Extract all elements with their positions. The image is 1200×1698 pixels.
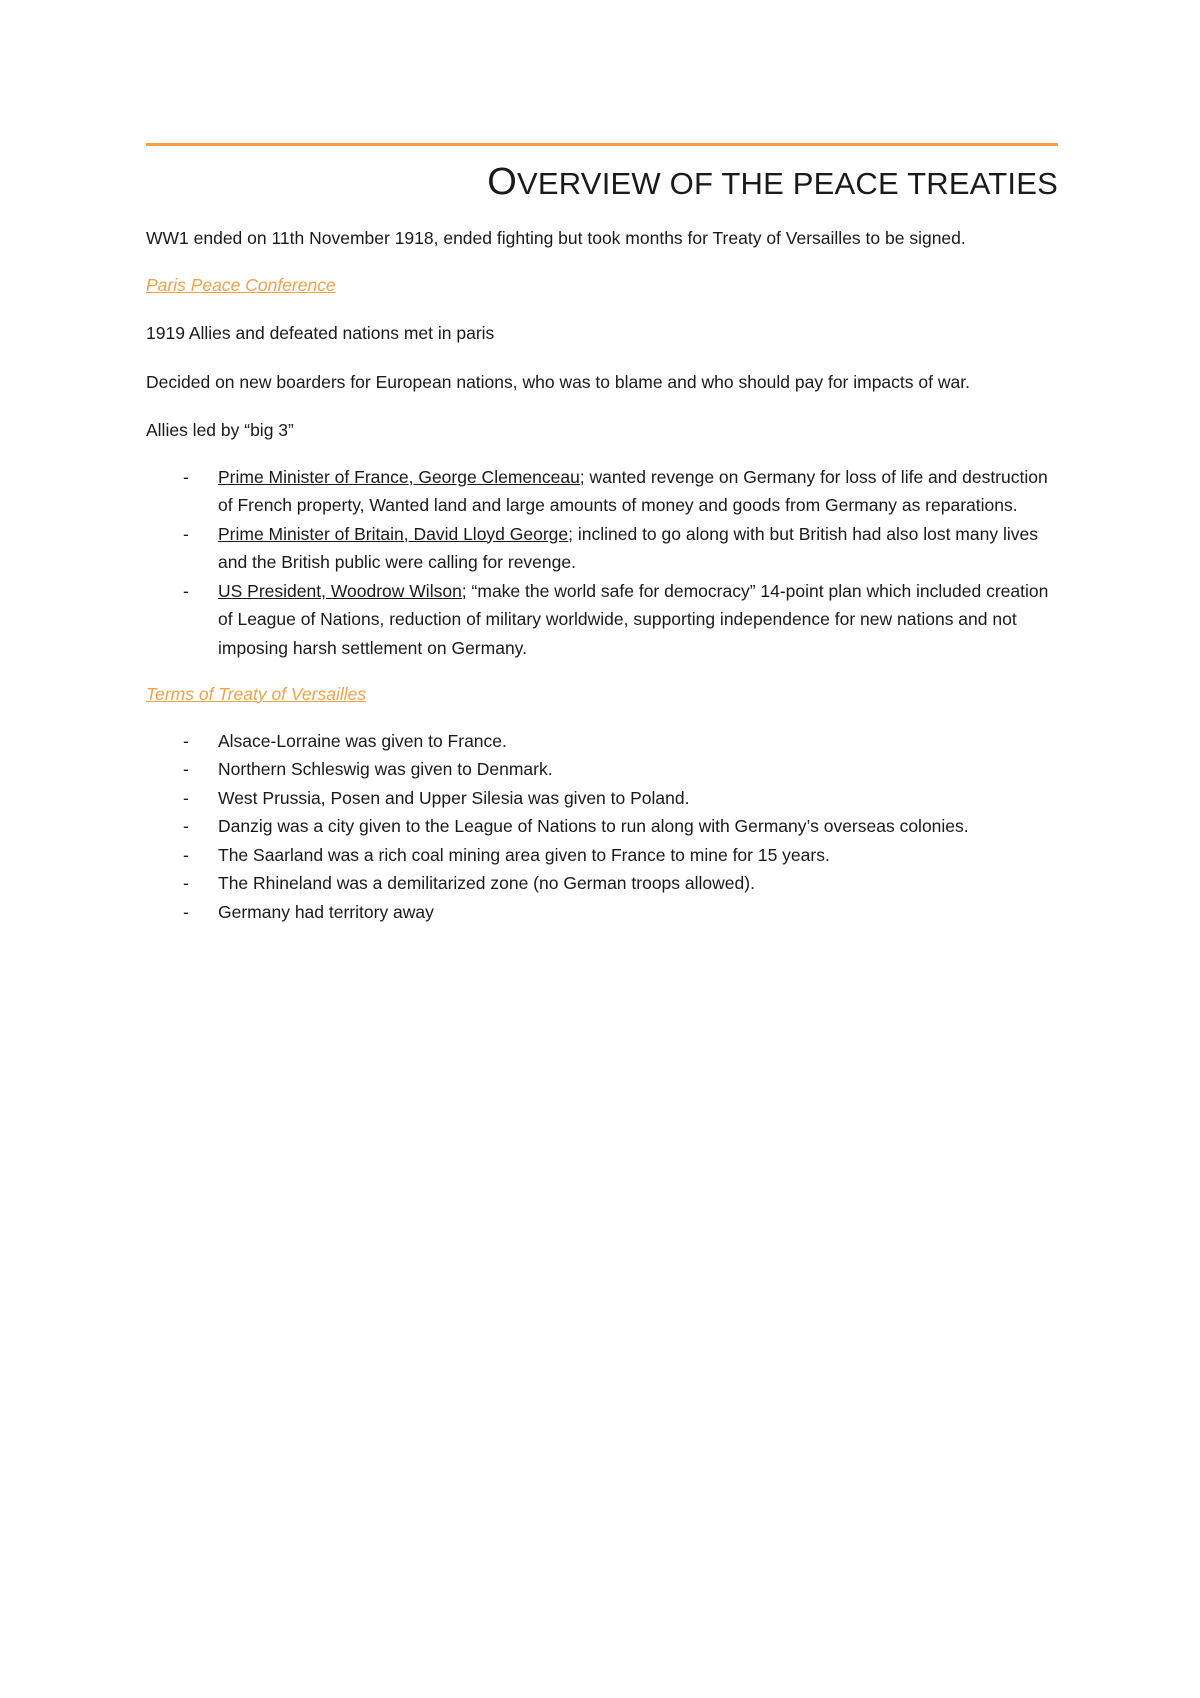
dash-bullet: - (183, 580, 189, 601)
list-item (146, 463, 1058, 520)
list-item (146, 841, 1058, 870)
term-text: Germany had territory away (218, 901, 434, 922)
term-text: Northern Schleswig was given to Denmark. (218, 759, 553, 779)
term-text: The Saarland was a rich coal mining area given to France to mine for 15 years. (218, 844, 830, 865)
leader-text: ; inclined to go along with but British had also lost many lives and the British public were calling for revenge. (218, 523, 1038, 572)
list-item (146, 727, 1058, 756)
dash-bullet: - (183, 730, 189, 751)
dash-bullet: - (183, 759, 189, 779)
leader-name: Prime Minister of Britain, David Lloyd George (218, 523, 569, 544)
term-text: Alsace-Lorraine was given to France. (218, 730, 507, 751)
page-title (146, 162, 1058, 204)
title-first-letter: O (487, 161, 518, 203)
term-text: West Prussia, Posen and Upper Silesia was given to Poland. (218, 787, 690, 808)
list-item (146, 520, 1058, 577)
term-text: The Rhineland was a demilitarized zone (no German troops allowed). (218, 873, 755, 893)
leader-text: wanted revenge on Germany for loss of life and destruction of French property, Wanted land and large amounts of money and goods from Germany as reparations. (218, 466, 1048, 515)
paragraph-allies-met: 1919 Allies and defeated nations met in paris (146, 323, 495, 343)
term-text: Danzig was a city given to the League of Nations to run along with Germany’s overseas colonies. (218, 816, 969, 836)
dash-bullet: - (183, 901, 189, 922)
dash-bullet: - (183, 873, 189, 893)
section-heading-paris: Paris Peace Conference (146, 274, 336, 295)
dash-bullet: - (183, 816, 189, 836)
list-item (146, 869, 1058, 898)
intro-paragraph: WW1 ended on 11th November 1918, ended fighting but took months for Treaty of Versailles to be signed. (146, 228, 966, 248)
paragraph-big3: Allies led by “big 3” (146, 420, 294, 440)
title-rest: VERVIEW OF THE PEACE TREATIES (517, 166, 1058, 201)
list-item (146, 812, 1058, 841)
dash-bullet: - (183, 523, 189, 544)
list-item (146, 577, 1058, 663)
paragraph-decided: Decided on new boarders for European nations, who was to blame and who should pay for impacts of war. (146, 371, 970, 392)
dash-bullet: - (183, 787, 189, 808)
dash-bullet: - (183, 844, 189, 865)
big3-list (146, 463, 1058, 663)
leader-text: “make the world safe for democracy” 14-point plan which included creation of League of Nations, reduction of military worldwide, supporting independence for new nations and not imposing harsh settlement on Germany. (218, 580, 1049, 658)
leader-name: Prime Minister of France, George Clemenceau; (218, 466, 585, 487)
document-page (146, 143, 1058, 926)
dash-bullet: - (183, 466, 189, 487)
list-item (146, 755, 1058, 784)
header-rule (146, 143, 1058, 146)
list-item (146, 898, 1058, 927)
list-item (146, 784, 1058, 813)
section-heading-terms: Terms of Treaty of Versailles (146, 684, 367, 704)
terms-list (146, 727, 1058, 927)
leader-name: US President, Woodrow Wilson; (218, 580, 467, 601)
